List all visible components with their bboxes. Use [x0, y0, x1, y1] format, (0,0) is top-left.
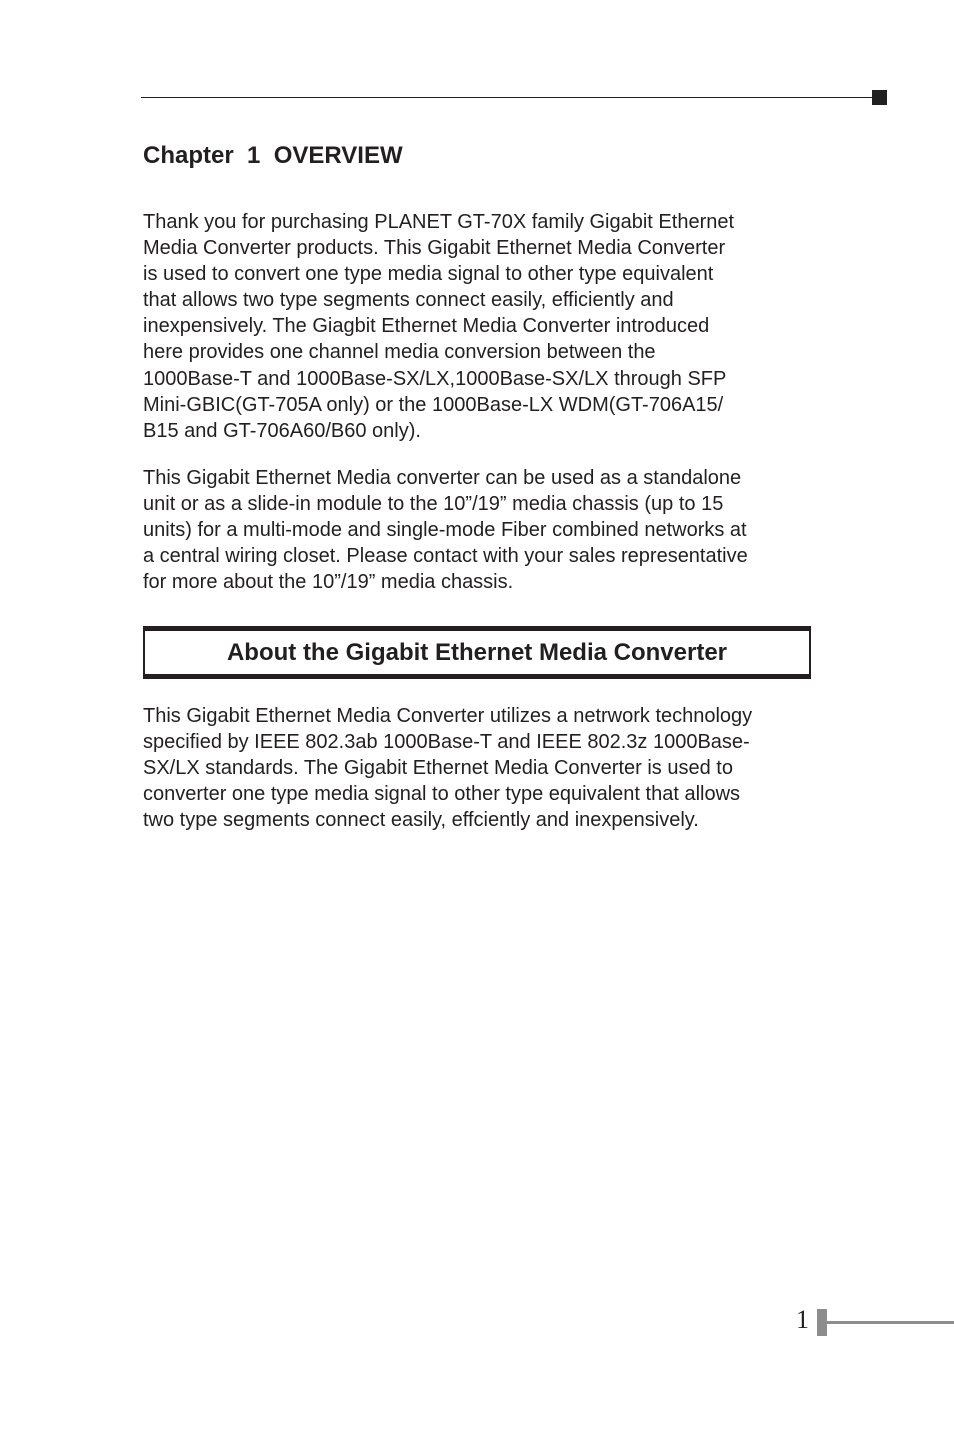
header-rule [141, 97, 873, 98]
page-number: 1 [796, 1305, 809, 1334]
section-title: About the Gigabit Ethernet Media Converter [226, 638, 728, 666]
footer-tab-marker [817, 1309, 827, 1336]
intro-paragraph-2: This Gigabit Ethernet Media converter can be used as a standalone unit or as a slide-in module to the 10”/19” media chassis (up to 15 units) for a multi-mode and single-mode Fiber combined networks at a central wiring closet. Please contact with your sales representative for more about the 10”/19” media chassis. [143, 467, 748, 594]
header-square-marker [872, 90, 887, 105]
chapter-title: Chapter 1 OVERVIEW [143, 142, 403, 169]
section-paragraph: This Gigabit Ethernet Media Converter utilizes a netrwork technology specified by IEEE 802.3ab 1000Base-T and IEEE 802.3z 1000Base- SX/LX standards. The Gigabit Ethernet Media Converter is used to converter one type media signal to other type equivalent that allows two type segments connect easily, effciently and inexpensively. [143, 705, 753, 832]
section-heading-box [143, 626, 811, 679]
footer-rule [827, 1321, 954, 1324]
intro-paragraph-1: Thank you for purchasing PLANET GT-70X family Gigabit Ethernet Media Converter products. This Gigabit Ethernet Media Converter is used to convert one type media signal to other type equivalent that allows two type segments connect easily, efficiently and inexpensively. The Giagbit Ethernet Media Converter introduced here provides one channel media conversion between the 1000Base-T and 1000Base-SX/LX,1000Base-SX/LX through SFP Mini-GBIC(GT-705A only) or the 1000Base-LX WDM(GT-706A15/ B15 and GT-706A60/B60 only). [143, 211, 735, 442]
